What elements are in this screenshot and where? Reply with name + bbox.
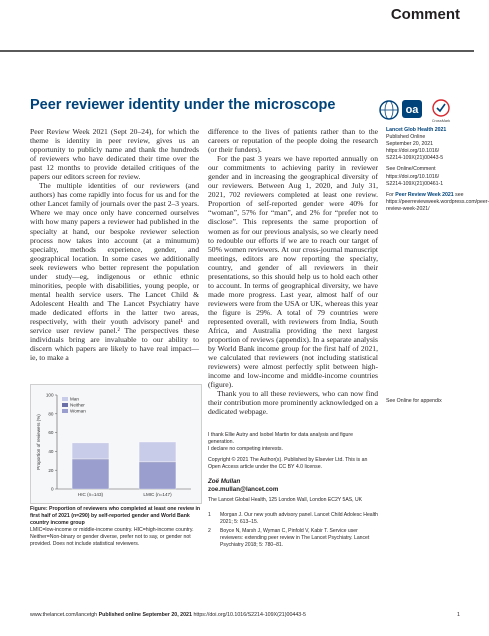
footer-published: Published online September 20, 2021 [98,612,192,618]
legend-swatch [62,409,68,413]
bar-segment-woman [139,463,176,489]
legend-label: Neither [70,402,85,408]
page-footer [30,612,470,618]
figure-caption-title: Figure: Proportion of reviewers who completed at least one review in first half of 2021 (n=290) by self-reported gender and World Bank country income group [30,506,201,526]
x-tick-label: HIC (n=143) [77,492,104,497]
legend-label: Man [70,396,79,402]
acknowledgement: I thank Ellie Autry and Isobel Martin for data analysis and figure generation. [208,432,354,445]
reference-text: Morgan J. Our new youth advisory panel. Lancet Child Adolesc Health 2021; 5: 613–15. [220,512,378,525]
comment-doi[interactable]: https://doi.org/10.1016/ [386,173,440,180]
sidebar [386,127,489,217]
paragraph: For the past 3 years we have reported annually on our commitments to achieving parity in reviewer gender and in increasing the geographical diversity of our reviewers. Between Aug 1, 2020, and July 31, 2021, 702 reviewers completed at least one review. Proportion of self-reported gender were 40% for “woman”, 57% for “man”, and 2% for “prefer not to disclose”. This represents the same proportion of women as for our previous analysis, so we clearly need to redouble our efforts if we are to reach our target of 50% women reviewers. At our cross-journal manuscript meetings, editors are now reporting the specialty, country, and gender of all reviewers in their presentations, so this should help us to hold each other to account. In terms of geographical diversity, we have made more progress. Last year, almost half of our reviewers were from the USA or UK, whereas this year the figure is 29%. A total of 79 countries were represented overall, with reviewers from India, South Africa, and Australia providing the next largest proportion of reviews (appendix). In a separate analysis by World Bank income group for the first half of 2021, we calculated that reviewers (not including statistical reviewers) were almost perfectly split between high-income and low-income and middle-income countries (figure). [208,154,378,390]
globe-lancet-icon [380,101,398,119]
crossmark-text: CrossMark [431,119,451,123]
body-column-1 [30,127,199,362]
bar-segment-woman [72,460,109,489]
copyright: Copyright © 2021 The Author(s). Published by Elsevier Ltd. This is an Open Access article under the CC BY 4.0 license. [208,457,368,470]
access-logos [378,95,468,125]
published-label: Published Online [386,134,426,141]
header-bar [0,0,474,50]
body-column-2 [208,127,378,417]
y-tick-label: 100 [45,392,54,398]
reference-number: 2 [208,527,211,534]
see-prefix: For [386,191,396,198]
figure-caption [30,506,202,547]
crossmark-icon[interactable] [432,100,450,123]
references [208,512,380,551]
header-rule [0,50,474,52]
y-tick-label: 0 [50,486,54,492]
legend-swatch [62,397,68,401]
footer-doi[interactable]: https://doi.org/10.1016/S2214-109X(21)00443-5 [193,612,306,618]
figure-panel [30,384,202,504]
stacked-bar-chart [31,385,201,503]
footer-site[interactable]: www.thelancet.com/lancetgh [30,612,98,618]
y-tick-label: 80 [48,411,54,417]
page-number: 1 [457,612,460,618]
reference-number: 1 [208,512,211,518]
paragraph: difference to the lives of patients rather than to the careers or reputation of the people doing the research (or their funders). [208,127,378,155]
comment-doi-value[interactable]: S2214-109X(21)00461-1 [386,180,444,187]
affiliation: The Lancet Global Health, 125 London Wall, London EC2Y 5AS, UK [208,497,363,503]
bar-segment-man [72,443,109,459]
legend-label: Woman [70,408,86,414]
y-axis-label: Proportion of reviewers (%) [36,414,41,470]
figure-caption-body: LMIC=low-income or middle-income country. HIC=high-income country. Neither=Non-binary or gender diverse, prefer not to say, or gender not provided. Does not include statistical reviewers. [30,526,194,547]
legend-swatch [62,403,68,407]
reference-text: Boyce N, Marsh J, Wyman C, Pinfold V, Kabir T. Service user reviewers: extending peer review in The Lancet Psychiatry. Lancet Psychiatry 2018; 5: 780–81. [220,527,370,548]
reference-item [208,528,380,549]
see-online-comment: See Online/Comment [386,166,436,173]
competing-interests: I declare no competing interests. [208,446,283,452]
y-tick-label: 20 [48,467,54,473]
peer-review-week-url[interactable]: see https://peerreviewweek.wordpress.com/peer-review-week-2021/ [386,191,489,212]
author-block [208,478,380,494]
doi-link[interactable]: https://doi.org/10.1016/ [386,148,440,155]
paragraph: The multiple identities of our reviewers (and authors) has come rapidly into focus for us and for the other Lancet family of journals over the past 2–3 years. Where we may once only have concerned ourselves with how many papers a reviewer had published in the specialty at hand, our bespoke reviewer selection process now takes into account (at a minumum) specialty, methods experience, gender, and geographical location. In some cases we additionally seek reviewers who better represent the population under study—eg, indigenous or ethnic ethnic minorities, people with disabilities, young people, or mental health service users. The Lancet Child & Adolescent Health and The Lancet Psychiatry have made dedicated efforts in the latter two areas, respectively, with their youth advisory panel¹ and service user review panel.² The perspectives these individuals bring are invaluable to our ability to discern which papers are likely to have real impact—ie, to make a [30,181,199,363]
article-title: Peer reviewer identity under the microscope [30,97,336,113]
y-tick-label: 60 [48,430,54,436]
acknowledgements [208,432,380,471]
doi-link-value[interactable]: S2214-109X(21)00443-5 [386,155,444,162]
author-name: Zoë Mullan [208,478,241,485]
appendix-note: See Online for appendix [386,398,442,404]
section-label: Comment [390,6,460,23]
published-date: September 20, 2021 [386,141,434,148]
paragraph: Peer Review Week 2021 (Sept 20–24), for which the theme is identity in peer review, gives us an opportunity to publicly name and thank the hundreds of reviewers who have dedicated their time over the past 12 months to provide detailed critiques of the papers our editors screen for review. [30,127,199,182]
x-tick-label: LMIC (n=147) [143,492,172,497]
author-email[interactable]: zoe.mullan@lancet.com [208,486,279,493]
open-access-icon [402,100,422,118]
journal-citation: Lancet Glob Health 2021 [386,127,447,133]
bar-segment-man [139,442,176,462]
paragraph: Thank you to all these reviewers, who can now find their contribution more prominently acknowledged on a dedicated webpage. [208,389,378,417]
reference-item [208,512,380,526]
y-tick-label: 40 [48,449,54,454]
oa-logo-text: oa [405,104,419,116]
peer-review-week-link[interactable]: Peer Review Week 2021 [395,191,454,198]
